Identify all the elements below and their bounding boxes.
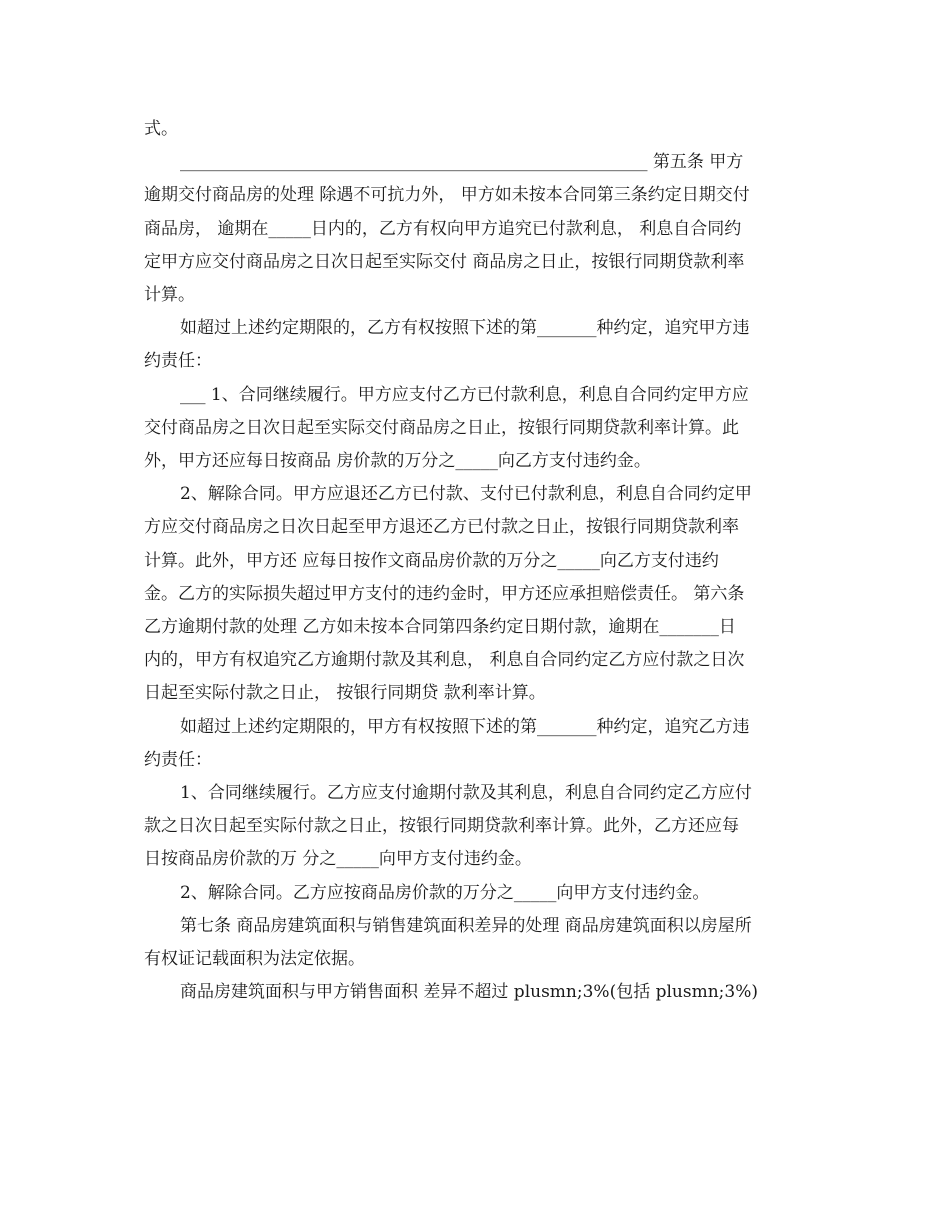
text-line: 计算。此外，甲方还 应每日按作文商品房价款的万分之_____向乙方支付违约 bbox=[144, 550, 719, 571]
text-line: 第七条 商品房建筑面积与销售建筑面积差异的处理 商品房建筑面积以房屋所 bbox=[180, 915, 752, 936]
text-line: 约责任： bbox=[144, 749, 212, 770]
text-line: 乙方逾期付款的处理 乙方如未按本合同第四条约定日期付款，逾期在_______日 bbox=[144, 617, 736, 638]
text-line: 如超过上述约定期限的，乙方有权按照下述的第_______种约定，追究甲方违 bbox=[180, 318, 750, 339]
text-line: 逾期交付商品房的处理 除遇不可抗力外， 甲方如未按本合同第三条约定日期交付 bbox=[144, 185, 750, 206]
paragraph-9-article-7 bbox=[144, 910, 806, 976]
text-line: 定甲方应交付商品房之日次日起至实际交付 商品房之日止，按银行同期贷款利率 bbox=[144, 251, 745, 272]
text-line: 有权证记载面积为法定依据。 bbox=[144, 949, 365, 970]
text-line: 内的，甲方有权追究乙方逾期付款及其利息， 利息自合同约定乙方应付款之日次 bbox=[144, 650, 745, 671]
text-line: 款之日次日起至实际付款之日止，按银行同期贷款利率计算。此外，乙方还应每 bbox=[144, 816, 739, 837]
text-line: 式。 bbox=[144, 119, 178, 139]
text-line: 金。乙方的实际损失超过甲方支付的违约金时，甲方还应承担赔偿责任。 第六条 bbox=[144, 583, 745, 604]
paragraph-7 bbox=[144, 777, 806, 877]
text-line: 2、解除合同。乙方应按商品房价款的万分之_____向甲方支付违约金。 bbox=[180, 882, 710, 903]
text-line: 商品房建筑面积与甲方销售面积 差异不超过 plusmn;3%(包括 plusmn;3%) bbox=[180, 982, 758, 1003]
text-line: 2、解除合同。甲方应退还乙方已付款、支付已付款利息，利息自合同约定甲 bbox=[180, 484, 752, 505]
paragraph-1 bbox=[144, 113, 806, 146]
text-line: 商品房， 逾期在_____日内的，乙方有权向甲方追究已付款利息， 利息自合同约 bbox=[144, 218, 742, 239]
text-line: 1、合同继续履行。乙方应支付逾期付款及其利息，利息自合同约定乙方应付 bbox=[180, 783, 752, 804]
paragraph-8 bbox=[144, 877, 806, 910]
text-line: 方应交付商品房之日次日起至甲方退还乙方已付款之日止，按银行同期贷款利率 bbox=[144, 517, 739, 538]
paragraph-6 bbox=[144, 711, 806, 777]
paragraph-3 bbox=[144, 312, 806, 378]
paragraph-4 bbox=[144, 379, 806, 479]
text-line: 约责任： bbox=[144, 351, 212, 372]
paragraph-2-continued bbox=[144, 179, 806, 312]
text-line: 日起至实际付款之日止， 按银行同期贷 款利率计算。 bbox=[144, 683, 546, 704]
text-line: 计算。 bbox=[144, 285, 195, 306]
contract-body bbox=[144, 113, 806, 1009]
paragraph-5 bbox=[144, 478, 806, 710]
text-line: 如超过上述约定期限的，甲方有权按照下述的第_______种约定，追究乙方违 bbox=[180, 716, 750, 737]
text-line: ___ 1、合同继续履行。甲方应支付乙方已付款利息，利息自合同约定甲方应 bbox=[180, 384, 749, 405]
paragraph-2-article-5 bbox=[144, 146, 806, 179]
paragraph-10 bbox=[144, 976, 806, 1009]
text-line: 交付商品房之日次日起至实际交付商品房之日止，按银行同期贷款利率计算。此 bbox=[144, 417, 739, 438]
text-line: _______________________________________________________ 第五条 甲方 bbox=[180, 152, 744, 173]
text-line: 日按商品房价款的万 分之_____向甲方支付违约金。 bbox=[144, 849, 532, 870]
text-line: 外，甲方还应每日按商品 房价款的万分之_____向乙方支付违约金。 bbox=[144, 451, 651, 472]
